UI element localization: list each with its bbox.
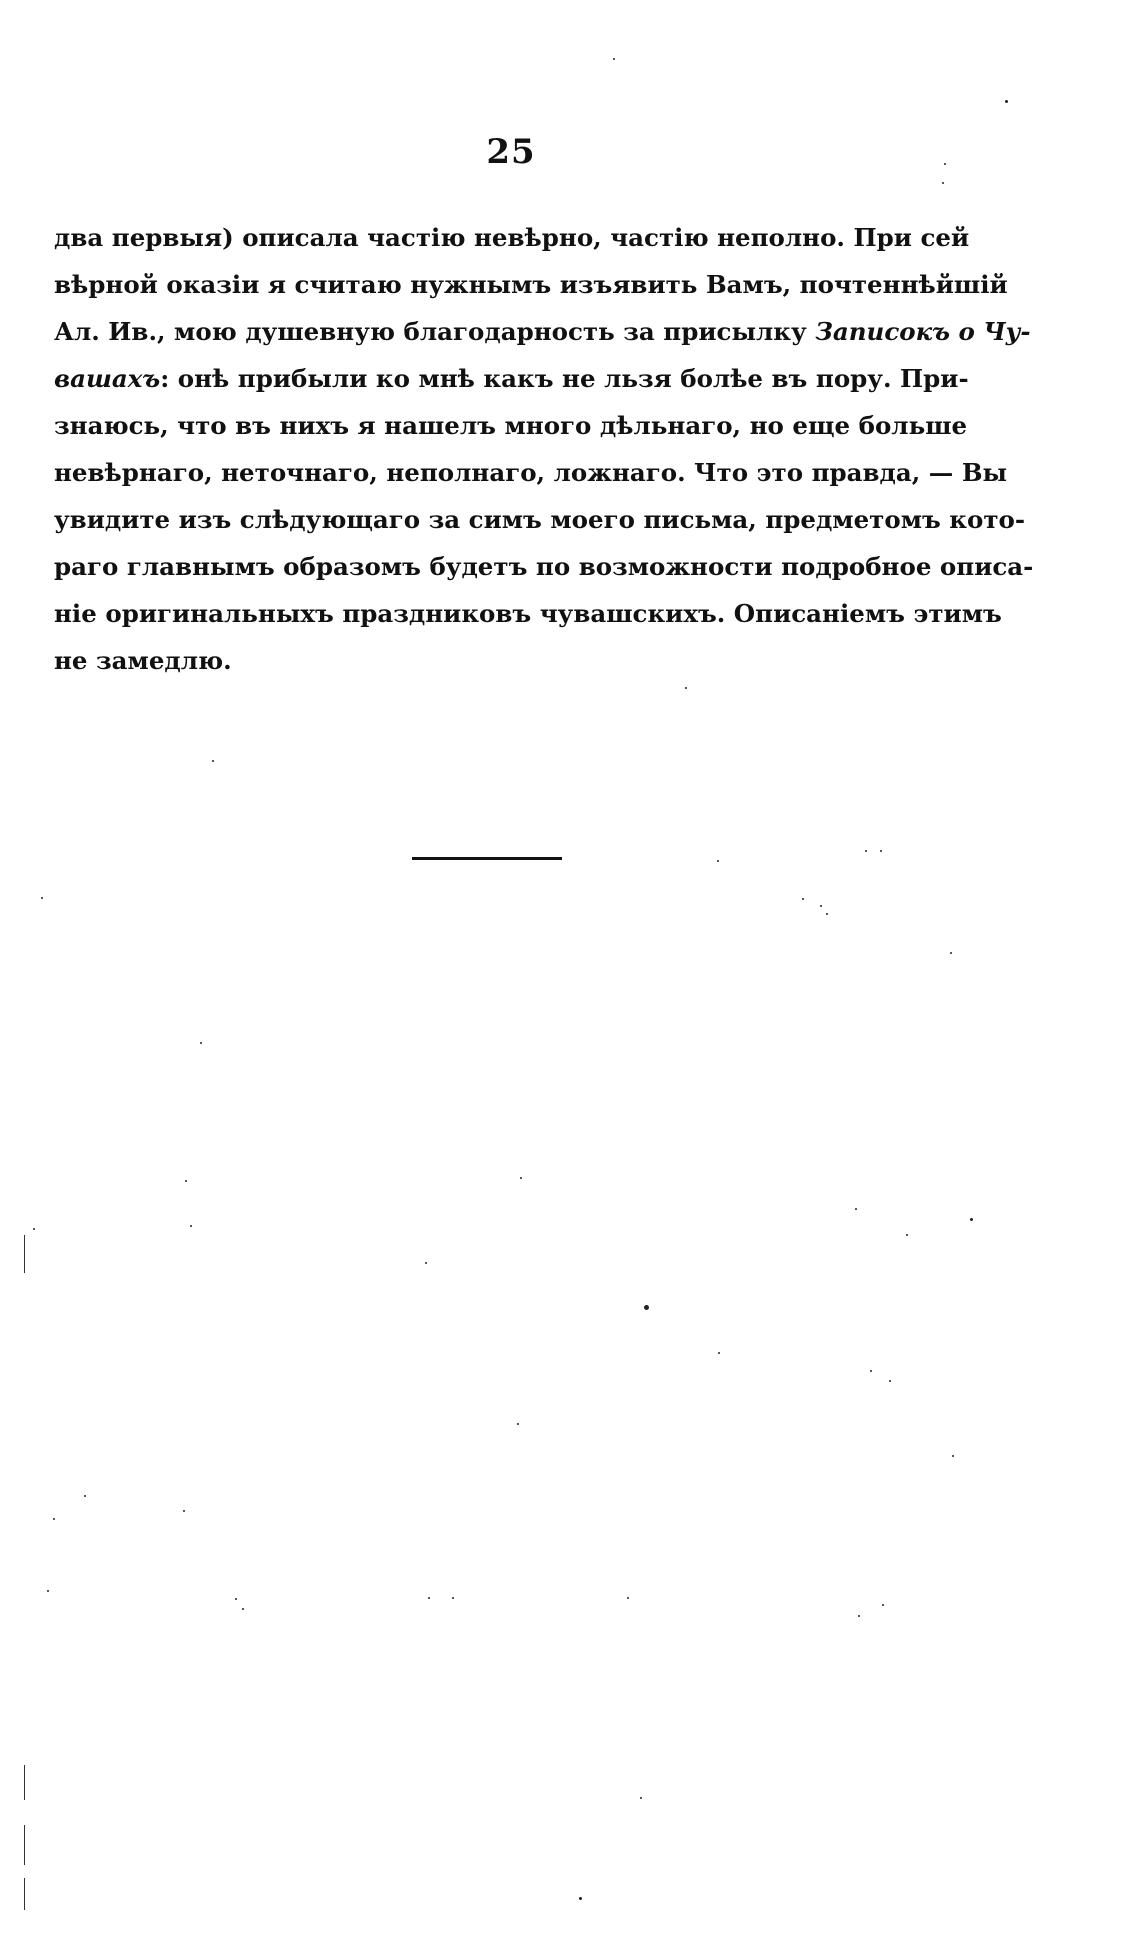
- scan-speck: [41, 897, 43, 899]
- text-line: [54, 496, 1026, 543]
- scan-speck: [944, 163, 946, 165]
- scan-speck: [452, 1597, 454, 1599]
- scan-speck: [717, 860, 719, 862]
- scan-speck: [428, 1597, 430, 1599]
- text-line: [54, 261, 1008, 308]
- text-fragment: не замедлю.: [54, 646, 232, 675]
- text-line: [54, 402, 968, 449]
- text-fragment: два первыя) описала частію невѣрно, частію неполно. При сей: [54, 223, 970, 252]
- scan-speck: [47, 1590, 49, 1592]
- scan-speck: [520, 1177, 522, 1179]
- scan-edge-mark: [24, 1235, 25, 1273]
- text-fragment: невѣрнаго, неточнаго, неполнаго, ложнаго. Что это правда, — Вы: [54, 458, 1008, 487]
- scan-speck: [1005, 100, 1008, 103]
- scan-speck: [882, 1604, 884, 1606]
- scan-speck: [517, 1423, 519, 1425]
- scan-speck: [425, 1262, 427, 1264]
- page-number: 25: [486, 132, 536, 172]
- italic-title-fragment: вашахъ: [54, 364, 161, 393]
- scan-speck: [952, 1455, 954, 1457]
- scan-speck: [579, 1897, 582, 1900]
- text-fragment: раго главнымъ образомъ будетъ по возможности подробное описа-: [54, 552, 1034, 581]
- scan-edge-mark: [24, 1765, 25, 1800]
- scan-speck: [820, 905, 822, 907]
- scan-speck: [200, 1042, 202, 1044]
- text-fragment: увидите изъ слѣдующаго за симъ моего письма, предметомъ кото-: [54, 505, 1026, 534]
- scan-speck: [212, 760, 214, 762]
- scan-speck: [906, 1234, 908, 1236]
- scan-speck: [627, 1597, 629, 1599]
- scan-speck: [826, 913, 828, 915]
- scan-speck: [242, 1608, 244, 1610]
- scan-speck: [970, 1218, 973, 1221]
- scan-speck: [644, 1305, 649, 1310]
- scan-speck: [855, 1208, 857, 1210]
- text-fragment: : онѣ прибыли ко мнѣ какъ не льзя болѣе въ пору. При-: [160, 364, 969, 393]
- text-line: [54, 637, 920, 684]
- text-line: [54, 590, 1002, 637]
- scan-speck: [858, 1615, 860, 1617]
- scan-speck: [190, 1225, 192, 1227]
- scan-speck: [865, 850, 867, 852]
- scan-speck: [33, 1228, 35, 1230]
- scan-speck: [880, 850, 882, 852]
- body-text: [54, 214, 1034, 684]
- scan-speck: [84, 1495, 86, 1497]
- text-fragment: ніе оригинальныхъ праздниковъ чувашскихъ. Описаніемъ этимъ: [54, 599, 1002, 628]
- text-fragment: вѣрной оказіи я считаю нужнымъ изъявить Вамъ, почтеннѣйшій: [54, 270, 1008, 299]
- text-line: [54, 214, 970, 261]
- scan-speck: [942, 182, 944, 184]
- scan-edge-mark: [24, 1825, 25, 1865]
- section-end-rule: [412, 857, 562, 860]
- text-line: [54, 449, 1008, 496]
- scan-speck: [235, 1598, 237, 1600]
- scan-speck: [185, 1180, 187, 1182]
- scan-speck: [870, 1370, 872, 1372]
- italic-title-fragment: Записокъ о Чу-: [815, 317, 1031, 346]
- scan-speck: [889, 1380, 891, 1382]
- scan-speck: [53, 1518, 55, 1520]
- scan-edge-mark: [24, 1878, 25, 1910]
- text-fragment: знаюсь, что въ нихъ я нашелъ много дѣльнаго, но еще больше: [54, 411, 968, 440]
- scan-speck: [950, 952, 952, 954]
- text-line: [54, 543, 1034, 590]
- scan-speck: [718, 1352, 720, 1354]
- scan-speck: [802, 898, 804, 900]
- text-line: [54, 308, 1031, 355]
- text-fragment: Ал. Ив., мою душевную благодарность за присылку: [54, 317, 816, 346]
- scan-speck: [640, 1797, 642, 1799]
- scan-speck: [685, 687, 687, 689]
- scan-speck: [613, 58, 615, 60]
- scan-speck: [183, 1510, 185, 1512]
- text-line: [54, 355, 969, 402]
